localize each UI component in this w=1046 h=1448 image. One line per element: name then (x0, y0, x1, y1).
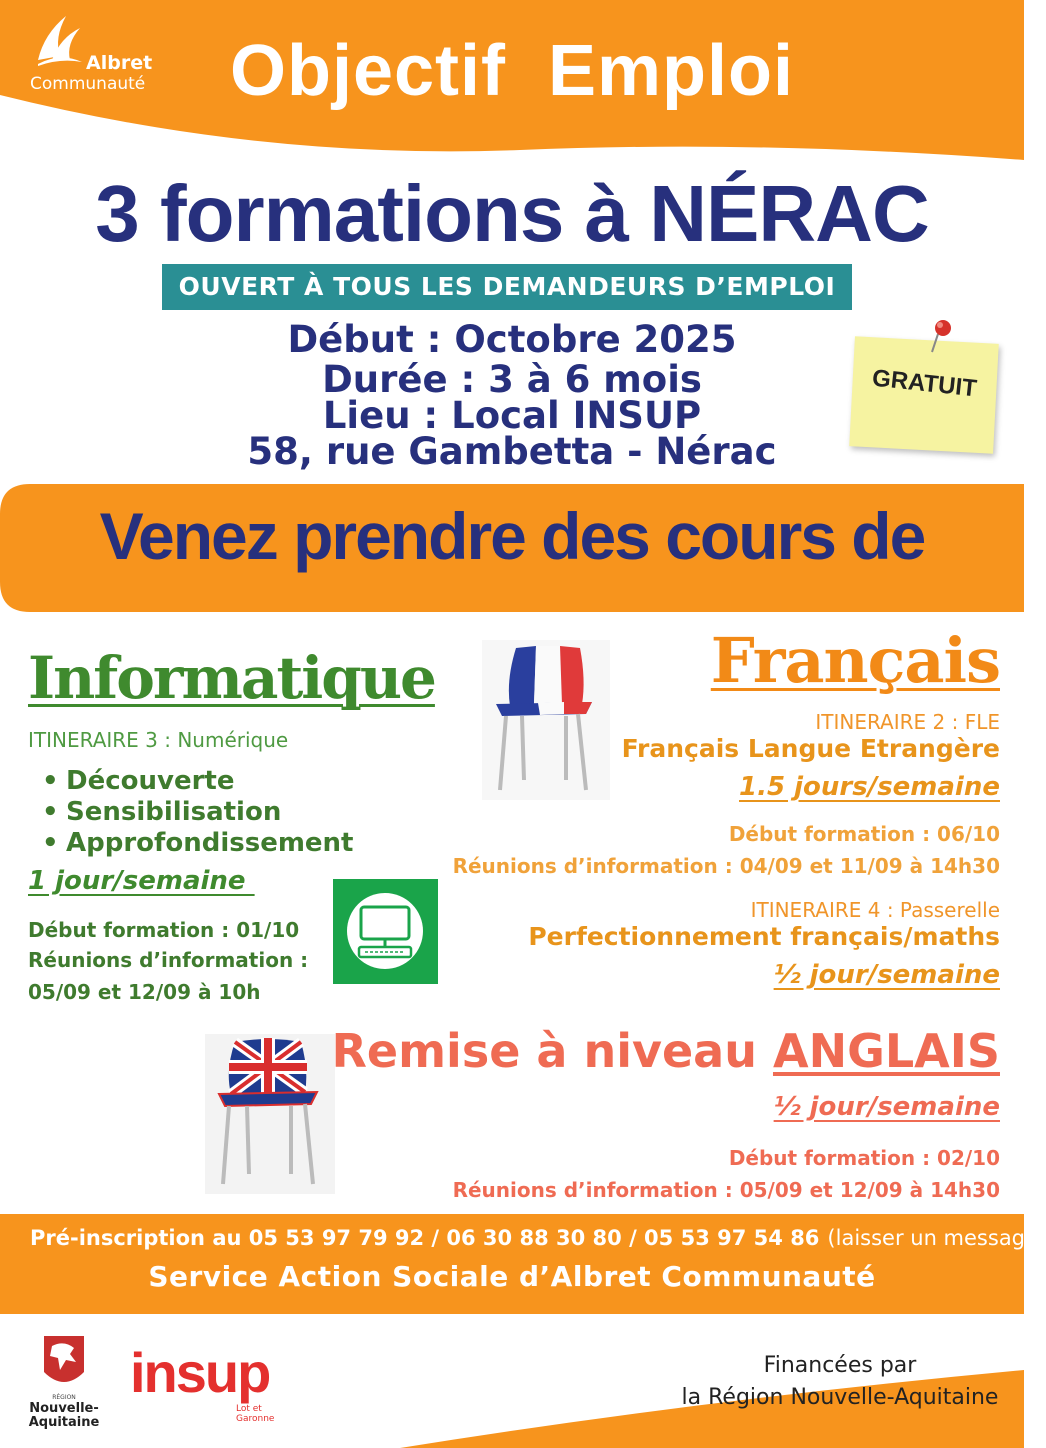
anglais-title (332, 1024, 1001, 1078)
anglais-reunion: Réunions d’information : 05/09 et 12/09 à 14h30 (452, 1178, 1000, 1202)
informatique-bullet-list (42, 766, 354, 859)
francais-title: Français (710, 624, 1000, 697)
region-name: Nouvelle-Aquitaine (28, 1401, 100, 1430)
preinscription-text: Pré-inscription au 05 53 97 79 92 / 06 30 88 30 80 / 05 53 97 54 86 (30, 1226, 820, 1250)
open-to-all-banner: OUVERT À TOUS LES DEMANDEURS D’EMPLOI (162, 264, 852, 310)
gratuit-post-it (846, 318, 1000, 456)
insup-name: insup (130, 1341, 270, 1404)
financement-note (660, 1350, 1020, 1414)
francais-reunion: Réunions d’information : 04/09 et 11/09 à 14h30 (452, 854, 1000, 878)
informatique-frequence: 1 jour/semaine (28, 866, 255, 896)
francais-itineraire: ITINERAIRE 2 : FLE (815, 710, 1000, 734)
page-title: Objectif Emploi (229, 31, 795, 111)
passerelle-itineraire: ITINERAIRE 4 : Passerelle (750, 898, 1000, 922)
anglais-frequence: ½ jour/semaine (773, 1092, 1000, 1122)
passerelle-frequence: ½ jour/semaine (773, 960, 1000, 990)
logo-albret-text: Albret (86, 52, 153, 74)
anglais-title-highlight: ANGLAIS (772, 1024, 1000, 1078)
venez-prendre-heading: Venez prendre des cours de (99, 499, 925, 573)
insup-subtitle: Lot et Garonne (236, 1404, 275, 1424)
french-flag-chair-image (482, 640, 610, 800)
info-lieu: Lieu : Local INSUP (322, 394, 702, 437)
gratuit-label: GRATUIT (870, 364, 979, 403)
laisser-message-text: (laisser un message) (827, 1226, 1046, 1250)
bullet-approfondissement: • Approfondissement (42, 828, 354, 859)
logo-communaute-text: Communauté (30, 74, 146, 94)
info-debut: Début : Octobre 2025 (287, 318, 737, 361)
informatique-reunion-dates: 05/09 et 12/09 à 10h (28, 980, 261, 1004)
region-lion-emblem-icon (14, 1332, 114, 1394)
service-action-sociale: Service Action Sociale d’Albret Communauté (148, 1260, 876, 1293)
info-adresse: 58, rue Gambetta - Nérac (247, 430, 777, 473)
informatique-itineraire: ITINERAIRE 3 : Numérique (28, 728, 289, 752)
francais-debut-formation: Début formation : 06/10 (728, 822, 1000, 846)
financees-line2: la Région Nouvelle-Aquitaine (681, 1385, 999, 1410)
subtitle-formations: 3 formations à NÉRAC (95, 169, 929, 258)
region-small-label: RÉGION (52, 1394, 76, 1401)
passerelle-sous-titre: Perfectionnement français/maths (528, 922, 1000, 951)
uk-flag-chair-image (205, 1034, 335, 1194)
francais-sous-titre: Français Langue Etrangère (621, 734, 1000, 763)
info-duree: Durée : 3 à 6 mois (322, 358, 702, 401)
francais-frequence: 1.5 jours/semaine (739, 772, 1000, 802)
informatique-reunion-label: Réunions d’information : (28, 948, 309, 972)
informatique-title: Informatique (28, 644, 435, 712)
bullet-decouverte: • Découverte (42, 766, 354, 797)
financees-line1: Financées par (763, 1353, 917, 1378)
computer-icon (333, 879, 438, 984)
informatique-debut-formation: Début formation : 01/10 (28, 918, 300, 942)
bullet-sensibilisation: • Sensibilisation (42, 797, 354, 828)
anglais-title-prefix: Remise à niveau (331, 1024, 773, 1078)
preinscription-phones (30, 1226, 1046, 1250)
insup-logo (118, 1338, 300, 1424)
region-nouvelle-aquitaine-logo (14, 1332, 114, 1432)
push-pin-icon (926, 318, 956, 358)
anglais-debut-formation: Début formation : 02/10 (728, 1146, 1000, 1170)
